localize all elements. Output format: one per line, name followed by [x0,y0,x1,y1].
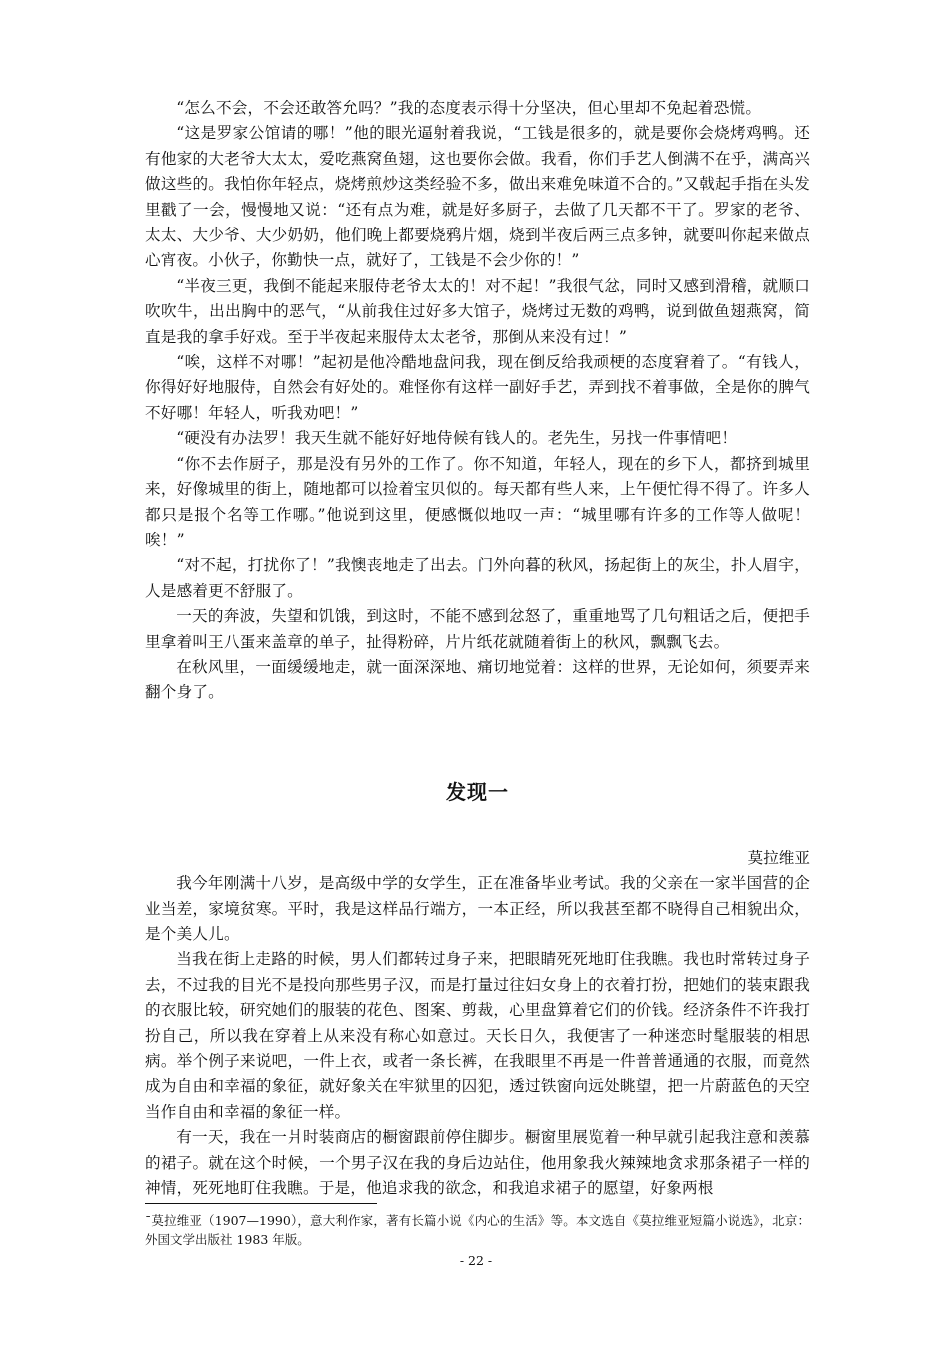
page-number: - 22 - [459,1253,493,1268]
footnote: ¯莫拉维亚（1907—1990），意大利作家，著有长篇小说《内心的生活》等。本文选自《莫拉维亚短篇小说选》，北京：外国文学出版社 1983 年版。 [145,1213,810,1247]
story1-paragraph: “唉，这样不对哪！”起初是他冷酷地盘问我，现在倒反给我顽梗的态度窘着了。“有钱人，你得好好地服侍，自然会有好处的。难怪你有这样一副好手艺，弄到找不着事做，全是你的脾气不好哪！年轻人，听我劝吧！” [145,353,810,422]
story1-text [145,96,810,706]
story1-paragraph: “硬没有办法罗！我天生就不能好好地侍候有钱人的。老先生，另找一件事情吧！ [176,429,738,448]
story2-paragraph: 我今年刚满十八岁，是高级中学的女学生，正在准备毕业考试。我的父亲在一家半国营的企业当差，家境贫寒。平时，我是这样品行端方，一本正经，所以我甚至都不晓得自己相貌出众，是个美人儿。 [145,874,810,943]
story1-paragraph: “半夜三更，我倒不能起来服侍老爷太太的！对不起！”我很气忿，同时又感到滑稽，就顺口吹吹牛，出出胸中的恶气，“从前我住过好多大馆子，烧烤过无数的鸡鸭，说到做鱼翅燕窝，简直是我的拿手好戏。至于半夜起来服侍太太老爷，那倒从来没有过！” [145,276,810,346]
story2-text [145,871,810,1201]
story2-title: 发现一 [446,779,509,804]
story1-paragraph: “怎么不会，不会还敢答允吗？”我的态度表示得十分坚决，但心里却不免起着恐慌。 [176,99,762,117]
story1-paragraph: “你不去作厨子，那是没有另外的工作了。你不知道，年轻人，现在的乡下人，都挤到城里来，好像城里的街上，随地都可以捡着宝贝似的。每天都有些人来，上午便忙得不得了。许多人都只是报个名等工作哪。”他说到这里，便感慨似地叹一声：“城里哪有许多的工作等人做呢！唉！” [145,454,810,549]
story2-paragraph: 当我在街上走路的时候，男人们都转过身子来，把眼睛死死地盯住我瞧。我也时常转过身子去，不过我的目光不是投向那些男子汉，而是打量过往妇女身上的衣着打扮，把她们的装束跟我的衣服比较，研究她们的服装的花色、图案、剪裁，心里盘算着它们的价钱。经济条件不许我打扮自己，所以我在穿着上从来没有称心如意过。天长日久，我便害了一种迷恋时髦服装的相思病。举个例子来说吧，一件上衣，或者一条长裤，在我眼里不再是一件普普通通的衣服，而竟然成为自由和幸福的象征，就好象关在牢狱里的囚犯，透过铁窗向远处眺望，把一片蔚蓝色的天空当作自由和幸福的象征一样。 [145,950,810,1121]
footnote-divider [145,1203,377,1204]
section-spacer [145,706,810,778]
story1-paragraph: “对不起，打扰你了！”我懊丧地走了出去。门外向暮的秋风，扬起街上的灰尘，扑人眉宇，人是感着更不舒服了。 [145,556,810,600]
page-body [145,96,810,1201]
story2-author: 莫拉维亚 [747,848,810,867]
story1-paragraph: 在秋风里，一面缓缓地走，就一面深深地、痛切地觉着：这样的世界，无论如何，须要弄来翻个身了。 [145,657,810,702]
story2-paragraph: 有一天，我在一爿时装商店的橱窗跟前停住脚步。橱窗里展览着一种早就引起我注意和羡慕的裙子。就在这个时候，一个男子汉在我的身后边站住，他用象我火辣辣地贪求那条裙子一样的神情，死死地盯住我瞧。于是，他追求我的欲念，和我追求裙子的愿望，好象两根 [145,1128,810,1198]
story1-paragraph: “这是罗家公馆请的哪！”他的眼光逼射着我说，“工钱是很多的，就是要你会烧烤鸡鸭。还有他家的大老爷大太太，爱吃燕窝鱼翅，这也要你会做。我看，你们手艺人倒满不在乎，满高兴做这些的。我怕你年轻点，烧烤煎炒这类经验不多，做出来难免味道不合的。”又戟起手指在头发里戳了一会，慢慢地又说：“还有点为难，就是好多厨子，去做了几天都不干了。罗家的老爷、太太、大少爷、大少奶奶，他们晚上都要烧鸦片烟，烧到半夜后两三点多钟，就要叫你起来做点心宵夜。小伙子，你勤快一点，就好了，工钱是不会少你的！” [145,124,810,270]
story1-paragraph: 一天的奔波，失望和饥饿，到这时，不能不感到忿怒了，重重地骂了几句粗话之后，便把手里拿着叫王八蛋来盖章的单子，扯得粉碎，片片纸花就随着街上的秋风，飘飘飞去。 [145,607,810,651]
